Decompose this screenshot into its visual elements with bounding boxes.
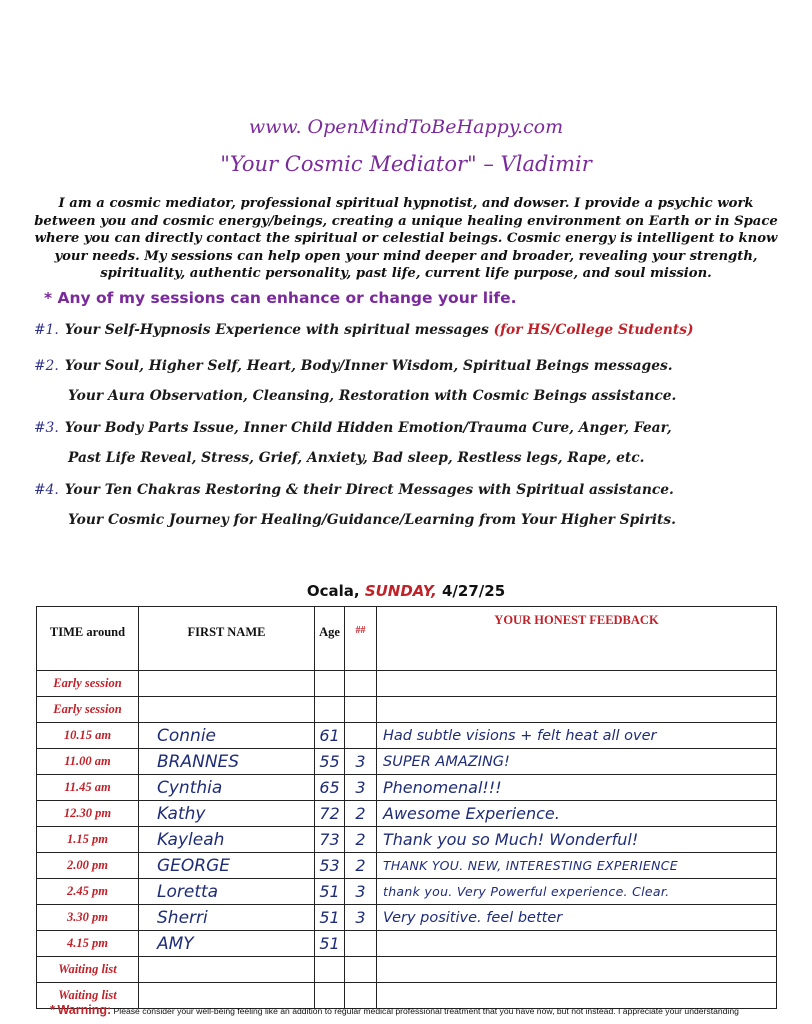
- first-name-cell: GEORGE: [139, 853, 315, 879]
- time-slot: Early session: [37, 671, 139, 697]
- first-name-cell: Kayleah: [139, 827, 315, 853]
- table-header-row: [37, 607, 777, 671]
- service-number: #3.: [34, 420, 59, 436]
- time-slot: 11.45 am: [37, 775, 139, 801]
- count-cell: 3: [345, 905, 377, 931]
- service-2: [34, 356, 784, 407]
- warning-text: Please consider your well-being feeling like an addition to regular medical professional treatment that you have now, but not instead. I appreciate your understanding: [113, 1006, 739, 1016]
- count-cell: 2: [345, 827, 377, 853]
- count-cell: 2: [345, 801, 377, 827]
- time-slot: 4.15 pm: [37, 931, 139, 957]
- service-4: [34, 480, 784, 531]
- service-text: Your Ten Chakras Restoring & their Direct Messages with Spiritual assistance.: [64, 482, 674, 498]
- warning-footer: [50, 1002, 800, 1017]
- intro-paragraph: I am a cosmic mediator, professional spiritual hypnotist, and dowser. I provide a psychic work between you and cosmic energy/beings, creating a unique healing environment on Earth or in Space where you can directly contact the spiritual or celestial beings. Cosmic energy is intelligent to know your needs. My sessions can help open your mind deeper and broader, revealing your strength, spirituality, authentic personality, past life, current life purpose, and soul mission.: [34, 196, 778, 281]
- feedback-cell: [377, 931, 777, 957]
- feedback-cell: SUPER AMAZING!: [377, 749, 777, 775]
- time-slot: 1.15 pm: [37, 827, 139, 853]
- count-cell: [345, 723, 377, 749]
- time-slot: 12.30 pm: [37, 801, 139, 827]
- age-cell: 72: [315, 801, 345, 827]
- age-cell: 61: [315, 723, 345, 749]
- age-cell: 53: [315, 853, 345, 879]
- feedback-cell: Awesome Experience.: [377, 801, 777, 827]
- feedback-cell: Very positive. feel better: [377, 905, 777, 931]
- count-cell: 3: [345, 879, 377, 905]
- count-cell: 3: [345, 775, 377, 801]
- table-row: [37, 853, 777, 879]
- count-cell: [345, 957, 377, 983]
- warning-label: Warning:: [57, 1003, 112, 1017]
- service-text: Your Self-Hypnosis Experience with spiritual messages: [64, 322, 489, 338]
- table-row: [37, 671, 777, 697]
- service-text-line2: Your Aura Observation, Cleansing, Restoration with Cosmic Beings assistance.: [68, 388, 677, 404]
- event-date: 4/27/25: [442, 582, 506, 600]
- time-slot: 2.00 pm: [37, 853, 139, 879]
- table-row: [37, 879, 777, 905]
- header-age: Age: [315, 607, 345, 671]
- table-row: [37, 905, 777, 931]
- age-cell: 51: [315, 931, 345, 957]
- age-cell: 55: [315, 749, 345, 775]
- first-name-cell: Connie: [139, 723, 315, 749]
- feedback-cell: Thank you so Much! Wonderful!: [377, 827, 777, 853]
- first-name-cell: [139, 697, 315, 723]
- service-text: Your Soul, Higher Self, Heart, Body/Inner Wisdom, Spiritual Beings messages.: [64, 358, 673, 374]
- service-1: [34, 320, 784, 341]
- first-name-cell: BRANNES: [139, 749, 315, 775]
- time-slot: Waiting list: [37, 983, 139, 1009]
- first-name-cell: [139, 957, 315, 983]
- first-name-cell: [139, 671, 315, 697]
- service-number: #2.: [34, 358, 59, 374]
- table-row: [37, 775, 777, 801]
- table-row: [37, 749, 777, 775]
- time-slot: 10.15 am: [37, 723, 139, 749]
- feedback-cell: [377, 697, 777, 723]
- table-row: [37, 723, 777, 749]
- feedback-cell: [377, 957, 777, 983]
- first-name-cell: Cynthia: [139, 775, 315, 801]
- service-highlight: (for HS/College Students): [493, 322, 694, 338]
- table-row: [37, 697, 777, 723]
- service-text-line2: Your Cosmic Journey for Healing/Guidance/Learning from Your Higher Spirits.: [68, 512, 676, 528]
- age-cell: 51: [315, 905, 345, 931]
- first-name-cell: Loretta: [139, 879, 315, 905]
- service-3: [34, 418, 784, 469]
- service-number: #4.: [34, 482, 59, 498]
- feedback-cell: [377, 671, 777, 697]
- session-feedback-table: [36, 606, 777, 1009]
- header-feedback: YOUR HONEST FEEDBACK: [377, 607, 777, 671]
- age-cell: 65: [315, 775, 345, 801]
- header-count: ##: [345, 607, 377, 671]
- table-row: [37, 801, 777, 827]
- feedback-cell: thank you. Very Powerful experience. Clear.: [377, 879, 777, 905]
- event-day: SUNDAY,: [364, 582, 437, 600]
- time-slot: 11.00 am: [37, 749, 139, 775]
- service-text-line2: Past Life Reveal, Stress, Grief, Anxiety, Bad sleep, Restless legs, Rape, etc.: [68, 450, 645, 466]
- table-row: [37, 827, 777, 853]
- count-cell: 2: [345, 853, 377, 879]
- count-cell: 3: [345, 749, 377, 775]
- service-text: Your Body Parts Issue, Inner Child Hidden Emotion/Trauma Cure, Anger, Fear,: [64, 420, 672, 436]
- age-cell: [315, 697, 345, 723]
- header-time: TIME around: [37, 607, 139, 671]
- time-slot: 3.30 pm: [37, 905, 139, 931]
- website-url: www. OpenMindToBeHappy.com: [248, 116, 564, 138]
- header-first-name: FIRST NAME: [139, 607, 315, 671]
- age-cell: [315, 671, 345, 697]
- age-cell: [315, 957, 345, 983]
- enhance-note: * Any of my sessions can enhance or change your life.: [44, 289, 517, 307]
- age-cell: 51: [315, 879, 345, 905]
- feedback-cell: Phenomenal!!!: [377, 775, 777, 801]
- time-slot: Early session: [37, 697, 139, 723]
- event-date-heading: [0, 582, 812, 600]
- first-name-cell: Kathy: [139, 801, 315, 827]
- time-slot: Waiting list: [37, 957, 139, 983]
- age-cell: 73: [315, 827, 345, 853]
- service-number: #1.: [34, 322, 59, 338]
- first-name-cell: Sherri: [139, 905, 315, 931]
- time-slot: 2.45 pm: [37, 879, 139, 905]
- event-city: Ocala,: [306, 582, 360, 600]
- count-cell: [345, 671, 377, 697]
- first-name-cell: AMY: [139, 931, 315, 957]
- feedback-cell: THANK YOU. NEW, INTERESTING EXPERIENCE: [377, 853, 777, 879]
- warning-star: *: [50, 1002, 56, 1017]
- count-cell: [345, 931, 377, 957]
- table-row: [37, 957, 777, 983]
- feedback-cell: Had subtle visions + felt heat all over: [377, 723, 777, 749]
- table-row: [37, 931, 777, 957]
- count-cell: [345, 697, 377, 723]
- page-subtitle: "Your Cosmic Mediator" – Vladimir: [220, 152, 592, 176]
